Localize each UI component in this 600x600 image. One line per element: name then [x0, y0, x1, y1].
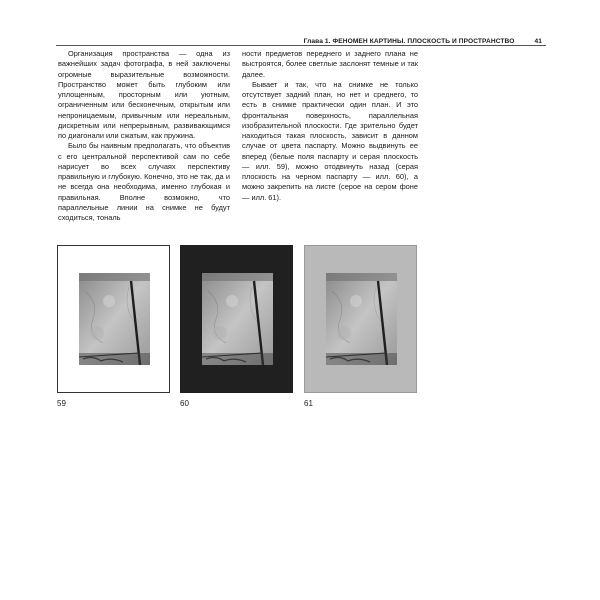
page-number: 41	[534, 38, 542, 45]
illustration-60-black-mat	[180, 245, 293, 393]
illustration-61-gray-mat	[304, 245, 417, 393]
wall-photograph	[202, 273, 273, 365]
running-header	[56, 33, 546, 46]
illustration-caption: 59	[57, 399, 66, 408]
illustration-caption: 60	[180, 399, 189, 408]
paragraph: ности предметов переднего и заднего плана не выстроятся, более светлые заслонят темные и так далее.	[242, 49, 418, 79]
left-text-column	[58, 49, 230, 223]
chapter-title: Глава 1. ФЕНОМЕН КАРТИНЫ. ПЛОСКОСТЬ И ПРОСТРАНСТВО	[303, 38, 515, 45]
right-text-column	[242, 49, 418, 203]
paragraph: Бывает и так, что на снимке не только отсутствует задний план, но нет и среднего, то есть в снимке практически один план. И это фронтальная поверхность, параллельная изобразительной плоскости. Где зрительно будет находиться такая плоскость, зависит в данном случае от цвета паспарту. Можно выдвинуть ее вперед (белые поля паспарту и серая плоскость — илл. 59), можно отодвинуть назад (серая плоскость на черном паспарту — илл. 60), а можно закрепить на листе (серое на сером фоне — илл. 61).	[242, 79, 418, 202]
illustration-59-white-mat	[57, 245, 170, 393]
illustration-caption: 61	[304, 399, 313, 408]
paragraph: Было бы наивным предполагать, что объектив с его центральной перспективой сам по себе нарисует во всех случаях перспективу правильную и глубокую. Конечно, это не так, да и не всегда она необходима, именно глубокая и правильная. Вполне возможно, что параллельные линии на снимке не будут сходиться, тональ	[58, 141, 230, 222]
wall-photograph	[79, 273, 150, 365]
paragraph: Организация пространства — одна из важнейших задач фотографа, в ней заключены огромные выразительные возможности. Пространство может быть глубоким или уплощенным, просторным или уютным, ограниченным или бесконечным, открытым или непроницаемым, привычным или нереальным, дискретным или непрерывным, развивающимся по диагонали или сжатым, как пружина.	[58, 49, 230, 140]
wall-photograph	[326, 273, 397, 365]
